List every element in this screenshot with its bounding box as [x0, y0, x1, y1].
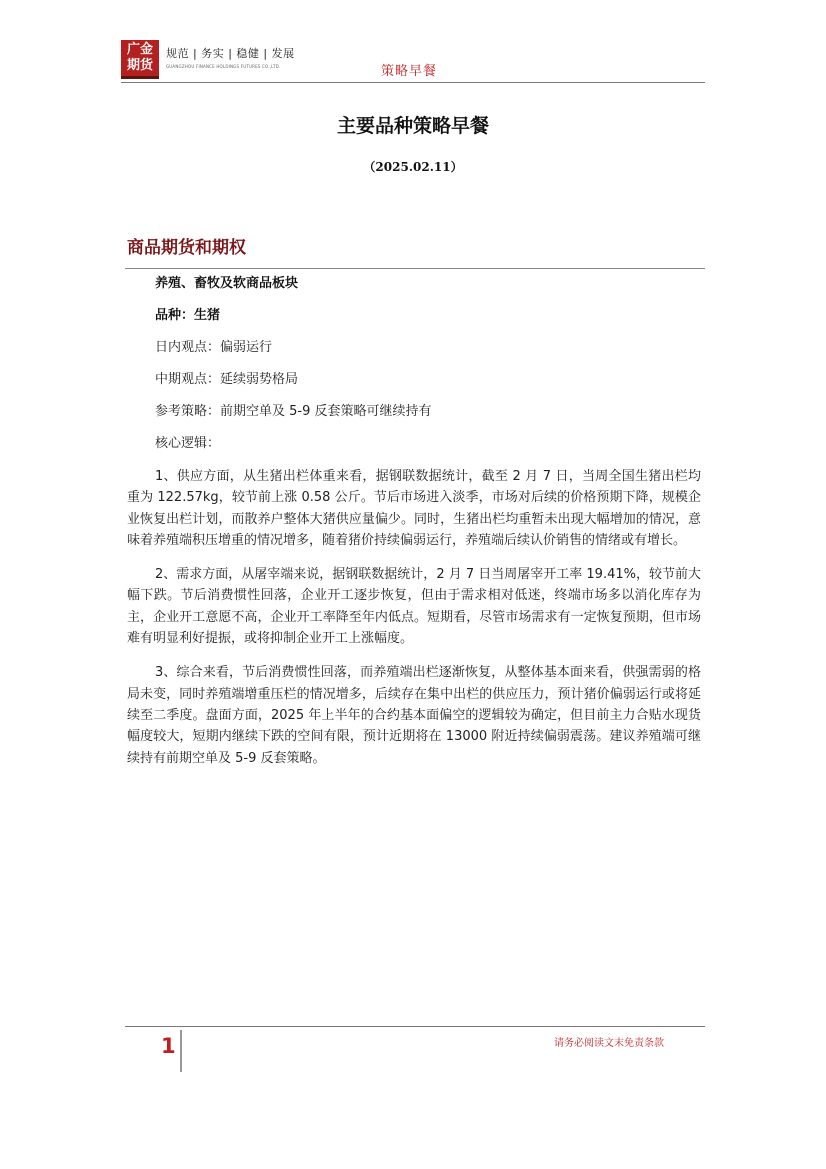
- footer-vertical-bar: [180, 1030, 182, 1072]
- disclaimer-link[interactable]: 请务必阅读文末免责条款: [554, 1038, 664, 1049]
- intraday-view: 日内观点：偏弱运行: [155, 340, 273, 355]
- variety-heading: 品种：生猪: [155, 308, 221, 323]
- company-logo: [121, 40, 159, 76]
- sector-heading: 养殖、畜牧及软商品板块: [155, 276, 299, 291]
- document-date: （2025.02.11）: [363, 160, 463, 174]
- header-section-title: 策略早餐: [381, 64, 438, 79]
- header-divider: [121, 82, 705, 83]
- reference-strategy: 参考策略：前期空单及 5-9 反套策略可继续持有: [155, 404, 432, 419]
- paragraph-summary: 3、综合来看，节后消费惯性回落，而养殖端出栏逐渐恢复，从整体基本面来看，供强需弱的格局未变，同时养殖端增重压栏的情况增多，后续存在集中出栏的供应压力，预计猪价偏弱运行或将延续至二季度。盘面方面，2025 年上半年的合约基本面偏空的逻辑较为确定，但目前主力合贴水现货幅度较大，短期内继续下跌的空间有限，预计近期将在 13000 附近持续偏弱震荡。建议养殖端可继续持有前期空单及 5-9 反套策略。: [127, 665, 701, 766]
- paragraph-supply: 1、供应方面，从生猪出栏体重来看，据钢联数据统计，截至 2 月 7 日，当周全国生猪出栏均重为 122.57kg，较节前上涨 0.58 公斤。节后市场进入淡季，市场对后续的价格预期下降，规模企业恢复出栏计划，而散养户整体大猪供应量偏少。同时，生猪出栏均重暂未出现大幅增加的情况，意味着养殖端积压增重的情况增多，随着猪价持续偏弱运行，养殖端后续认价销售的情绪或有增长。: [127, 469, 701, 548]
- section-heading: 商品期货和期权: [127, 238, 246, 258]
- page-number: 1: [161, 1034, 176, 1058]
- section-content: [127, 274, 701, 782]
- logo-text-line2: 期货: [126, 58, 153, 73]
- logo-text-line1: 广金: [126, 42, 153, 57]
- footer-divider: [125, 1026, 705, 1027]
- logo-underbar: [121, 76, 159, 79]
- paragraph-demand: 2、需求方面，从屠宰端来说，据钢联数据统计，2 月 7 日当周屠宰开工率 19.41%，较节前大幅下跌。节后消费惯性回落，企业开工逐步恢复，但由于需求相对低迷，终端市场多以消化库存为主，企业开工意愿不高，企业开工率降至年内低点。短期看，尽管市场需求有一定恢复预期，但市场难有明显利好提振，或将抑制企业开工上涨幅度。: [127, 567, 701, 647]
- company-slogan: 规范 | 务实 | 稳健 | 发展: [166, 47, 295, 60]
- company-name-english: GUANGZHOU FINANCE HOLDINGS FUTURES CO.,LTD.: [166, 64, 281, 69]
- core-logic-label: 核心逻辑：: [155, 436, 221, 451]
- midterm-view: 中期观点：延续弱势格局: [155, 372, 299, 387]
- document-title: 主要品种策略早餐: [336, 115, 489, 137]
- section-divider: [125, 268, 705, 269]
